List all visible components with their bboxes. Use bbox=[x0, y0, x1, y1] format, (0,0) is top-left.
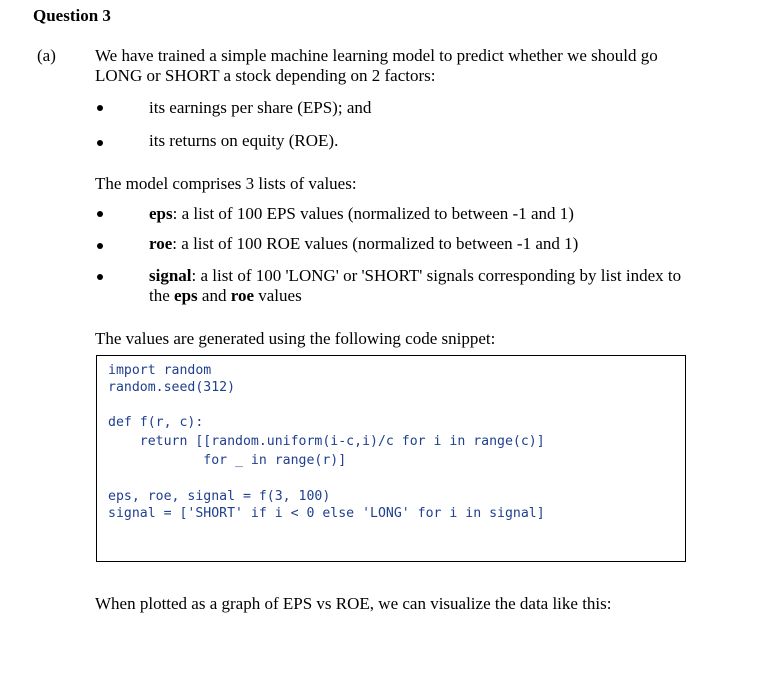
bullet-icon bbox=[97, 274, 103, 280]
term-roe: roe bbox=[149, 234, 173, 253]
factor-roe: its returns on equity (ROE). bbox=[149, 131, 339, 150]
code-line: for _ in range(r)] bbox=[108, 453, 347, 468]
part-label: (a) bbox=[37, 46, 56, 65]
bullet-icon bbox=[97, 243, 103, 249]
cont-text: the bbox=[149, 286, 175, 305]
cont-term-eps: eps bbox=[174, 286, 198, 305]
intro-line-2: LONG or SHORT a stock depending on 2 factors: bbox=[95, 66, 436, 85]
model-item-signal bbox=[149, 266, 681, 286]
model-item-eps bbox=[149, 204, 574, 224]
term-signal: signal bbox=[149, 266, 192, 285]
cont-text: values bbox=[254, 286, 302, 305]
desc-eps: : a list of 100 EPS values (normalized to between -1 and 1) bbox=[172, 204, 574, 223]
intro-line-1: We have trained a simple machine learning model to predict whether we should go bbox=[95, 46, 658, 65]
code-line: import random bbox=[108, 363, 212, 378]
bullet-icon bbox=[97, 105, 103, 111]
cont-text: and bbox=[197, 286, 231, 305]
factor-eps: its earnings per share (EPS); and bbox=[149, 98, 372, 117]
closing-text: When plotted as a graph of EPS vs ROE, we can visualize the data like this: bbox=[95, 594, 612, 613]
desc-roe: : a list of 100 ROE values (normalized to between -1 and 1) bbox=[172, 234, 579, 253]
desc-signal: : a list of 100 'LONG' or 'SHORT' signals corresponding by list index to bbox=[191, 266, 682, 285]
question-title: Question 3 bbox=[33, 6, 111, 25]
code-line: random.seed(312) bbox=[108, 380, 236, 395]
code-line: def f(r, c): bbox=[108, 415, 204, 430]
code-line: signal = ['SHORT' if i < 0 else 'LONG' for i in signal] bbox=[108, 506, 545, 521]
cont-term-roe: roe bbox=[230, 286, 254, 305]
snippet-intro: The values are generated using the following code snippet: bbox=[95, 329, 496, 348]
model-item-roe bbox=[149, 234, 578, 254]
model-item-signal-cont bbox=[149, 286, 302, 306]
code-snippet-box bbox=[96, 355, 686, 562]
term-eps: eps bbox=[149, 204, 173, 223]
bullet-icon bbox=[97, 140, 103, 146]
bullet-icon bbox=[97, 211, 103, 217]
model-intro: The model comprises 3 lists of values: bbox=[95, 174, 357, 193]
code-line: eps, roe, signal = f(3, 100) bbox=[108, 489, 331, 504]
code-line: return [[random.uniform(i-c,i)/c for i in range(c)] bbox=[108, 434, 545, 449]
